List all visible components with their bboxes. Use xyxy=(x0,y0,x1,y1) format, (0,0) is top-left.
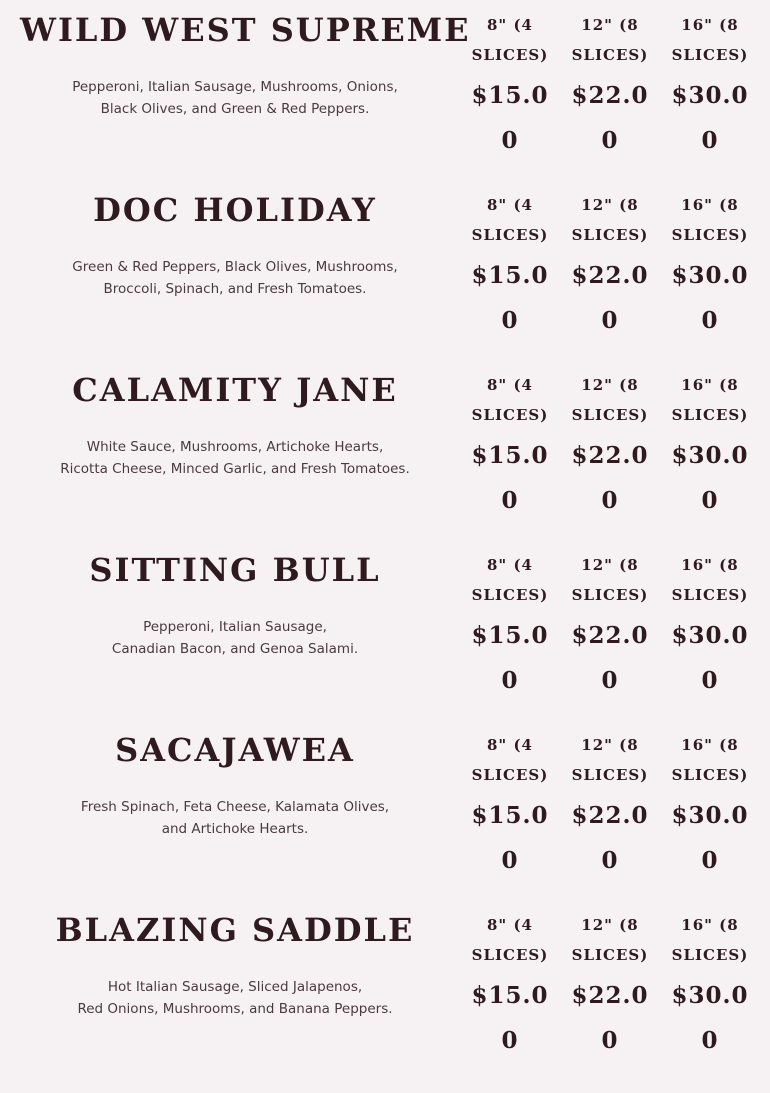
price-option-small xyxy=(465,190,555,343)
size-label: 8" (4 SLICES) xyxy=(471,16,549,64)
description-line: Hot Italian Sausage, Sliced Jalapenos, xyxy=(107,979,363,995)
price-value: $30.0 0 xyxy=(671,262,749,334)
price-value: $15.0 0 xyxy=(471,82,549,154)
size-label: 16" (8 SLICES) xyxy=(671,736,749,784)
price-value: $30.0 0 xyxy=(671,982,749,1054)
size-label: 8" (4 SLICES) xyxy=(471,736,549,784)
price-value: $15.0 0 xyxy=(471,262,549,334)
pizza-name: WILD WEST SUPREME xyxy=(20,11,471,49)
pizza-description xyxy=(20,256,450,300)
price-option-medium xyxy=(565,10,655,163)
size-label: 16" (8 SLICES) xyxy=(671,916,749,964)
price-option-medium xyxy=(565,730,655,883)
description-line: Canadian Bacon, and Genoa Salami. xyxy=(111,641,359,657)
description-line: Ricotta Cheese, Minced Garlic, and Fresh Tomatoes. xyxy=(60,461,410,477)
pizza-name: SITTING BULL xyxy=(89,551,381,589)
price-value: $22.0 0 xyxy=(571,82,649,154)
price-option-large xyxy=(665,370,755,523)
price-option-small xyxy=(465,910,555,1063)
menu-item-sacajawea xyxy=(0,720,770,900)
menu-item-doc-holiday xyxy=(0,180,770,360)
size-label: 12" (8 SLICES) xyxy=(571,736,649,784)
pizza-description xyxy=(20,796,450,840)
description-line: Pepperoni, Italian Sausage, xyxy=(143,619,327,635)
description-line: Green & Red Peppers, Black Olives, Mushrooms, xyxy=(72,259,398,275)
menu-item-sitting-bull xyxy=(0,540,770,720)
size-label: 12" (8 SLICES) xyxy=(571,196,649,244)
price-value: $22.0 0 xyxy=(571,802,649,874)
size-label: 8" (4 SLICES) xyxy=(471,916,549,964)
menu-item-calamity-jane xyxy=(0,360,770,540)
price-value: $22.0 0 xyxy=(571,982,649,1054)
price-option-small xyxy=(465,730,555,883)
description-line: Black Olives, and Green & Red Peppers. xyxy=(100,101,370,117)
description-line: and Artichoke Hearts. xyxy=(161,821,309,837)
pizza-description xyxy=(20,976,450,1020)
price-value: $22.0 0 xyxy=(571,622,649,694)
price-value: $22.0 0 xyxy=(571,442,649,514)
price-value: $15.0 0 xyxy=(471,622,549,694)
menu-item-wild-west-supreme xyxy=(0,0,770,180)
price-value: $30.0 0 xyxy=(671,82,749,154)
size-label: 8" (4 SLICES) xyxy=(471,556,549,604)
pizza-name: DOC HOLIDAY xyxy=(93,191,377,229)
price-value: $30.0 0 xyxy=(671,442,749,514)
price-option-small xyxy=(465,550,555,703)
price-value: $15.0 0 xyxy=(471,442,549,514)
size-label: 12" (8 SLICES) xyxy=(571,376,649,424)
description-line: Broccoli, Spinach, and Fresh Tomatoes. xyxy=(103,281,367,297)
price-option-medium xyxy=(565,370,655,523)
pizza-name: SACAJAWEA xyxy=(115,731,355,769)
price-option-medium xyxy=(565,910,655,1063)
size-label: 12" (8 SLICES) xyxy=(571,916,649,964)
price-option-small xyxy=(465,370,555,523)
description-line: White Sauce, Mushrooms, Artichoke Hearts, xyxy=(86,439,384,455)
price-option-large xyxy=(665,550,755,703)
price-option-medium xyxy=(565,190,655,343)
pizza-description xyxy=(20,436,450,480)
price-option-medium xyxy=(565,550,655,703)
size-label: 12" (8 SLICES) xyxy=(571,556,649,604)
price-option-large xyxy=(665,910,755,1063)
description-line: Pepperoni, Italian Sausage, Mushrooms, Onions, xyxy=(72,79,398,95)
description-line: Red Onions, Mushrooms, and Banana Peppers. xyxy=(77,1001,393,1017)
size-label: 16" (8 SLICES) xyxy=(671,376,749,424)
size-label: 8" (4 SLICES) xyxy=(471,196,549,244)
size-label: 16" (8 SLICES) xyxy=(671,556,749,604)
price-option-large xyxy=(665,730,755,883)
price-option-large xyxy=(665,190,755,343)
description-line: Fresh Spinach, Feta Cheese, Kalamata Olives, xyxy=(80,799,390,815)
price-value: $30.0 0 xyxy=(671,622,749,694)
pizza-description xyxy=(20,76,450,120)
price-value: $15.0 0 xyxy=(471,802,549,874)
price-value: $15.0 0 xyxy=(471,982,549,1054)
price-value: $30.0 0 xyxy=(671,802,749,874)
pizza-name: BLAZING SADDLE xyxy=(55,911,415,949)
menu-item-blazing-saddle xyxy=(0,900,770,1080)
pizza-description xyxy=(20,616,450,660)
pizza-name: CALAMITY JANE xyxy=(72,371,398,409)
size-label: 8" (4 SLICES) xyxy=(471,376,549,424)
size-label: 16" (8 SLICES) xyxy=(671,16,749,64)
size-label: 12" (8 SLICES) xyxy=(571,16,649,64)
price-option-large xyxy=(665,10,755,163)
size-label: 16" (8 SLICES) xyxy=(671,196,749,244)
price-option-small xyxy=(465,10,555,163)
price-value: $22.0 0 xyxy=(571,262,649,334)
